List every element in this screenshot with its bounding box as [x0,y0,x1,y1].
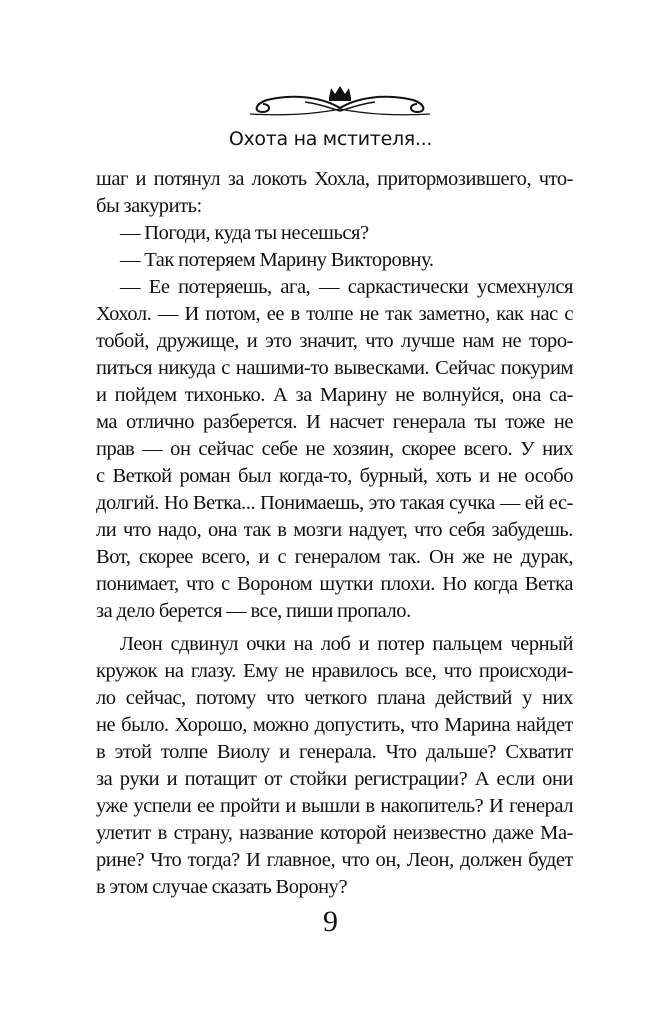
text-line: не было. Хорошо, можно допустить, что Марина найдет [96,714,573,736]
text-line: тобой, дружище, и это значит, что лучше нам не торо- [96,330,573,352]
text-line: за руки и потащит от стойки регистрации? А если они [96,768,573,790]
text-line: питься никуда с нашими-то вывесками. Сейчас покурим [96,357,573,379]
text-line: — Погоди, куда ты несешься? [120,222,369,244]
text-line: бы закурить: [96,195,202,217]
page-number: 9 [323,905,338,938]
crown-flourish-ornament [245,82,435,122]
text-line: Хохол. — И потом, ее в толпе не так заметно, как нас с [96,303,573,325]
text-line: — Ее потеряешь, ага, — саркастически усмехнулся [120,276,573,298]
text-line: улетит в страну, название которой неизвестно даже Ма- [96,822,573,844]
text-line: в этом случае сказать Ворону? [96,876,348,898]
text-line: — Так потеряем Марину Викторовну. [120,249,434,271]
text-line: в этой толпе Виолу и генерала. Что дальше? Схватит [96,741,573,763]
text-line: Вот, скорее всего, и с генералом так. Он же не дурак, [96,546,573,568]
text-line: за дело берется — все, пиши пропало. [96,600,411,622]
text-line: с Веткой роман был когда-то, бурный, хоть и не особо [96,465,573,487]
text-line: понимает, что с Вороном шутки плохи. Но когда Ветка [96,573,573,595]
body-text [96,166,573,901]
running-title: Охота на мстителя... [228,128,433,150]
text-line: ло сейчас, потому что четкого плана действий у них [96,687,573,709]
text-line: Леон сдвинул очки на лоб и потер пальцем черный [120,633,573,655]
text-line: прав — он сейчас себе не хозяин, скорее всего. У них [96,438,573,460]
text-line: ма отлично разберется. И насчет генерала ты тоже не [96,411,573,433]
text-line: долгий. Но Ветка... Понимаешь, это такая сучка — ей ес- [96,492,573,514]
text-line: ли что надо, она так в мозги надует, что себя забудешь. [96,519,573,541]
text-line: кружок на глазу. Ему не нравилось все, что происходи- [96,660,573,682]
text-line: шаг и потянул за локоть Хохла, притормозившего, что- [96,168,573,190]
text-line: и пойдем тихонько. А за Марину не волнуйся, она са- [96,384,573,406]
text-line: уже успели ее пройти и вышли в накопитель? И генерал [96,795,573,817]
text-line: рине? Что тогда? И главное, что он, Леон, должен будет [96,849,573,871]
